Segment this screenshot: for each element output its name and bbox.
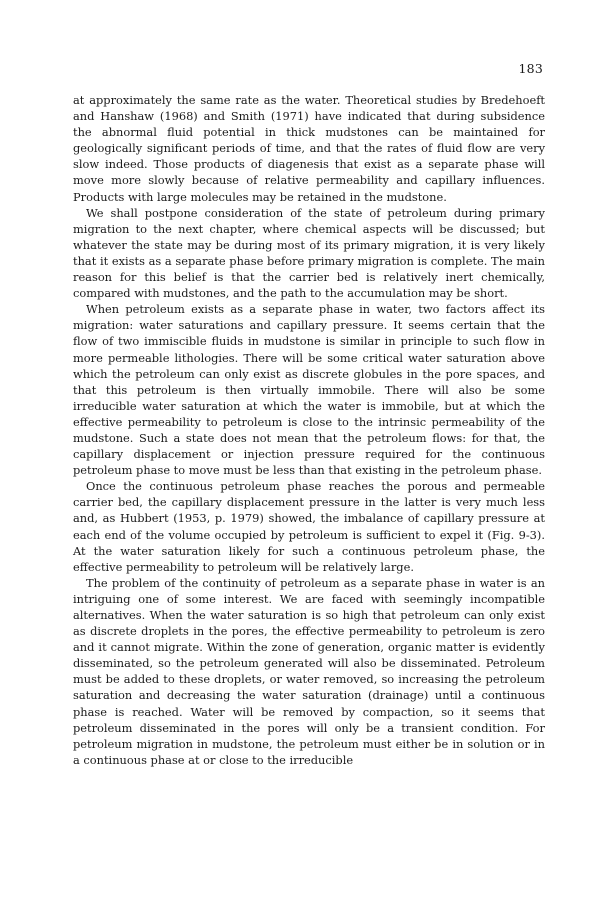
- paragraph-5: The problem of the continuity of petroleum as a separate phase in water is an intriguing one of some interest. We are faced with seemingly incompatible alternatives. When the water saturation is so high that petroleum can only exist as discrete droplets in the pores, the effective permeability to petroleum is zero and it cannot migrate. Within the zone of generation, organic matter is evidently disseminated, so the petroleum generated will also be disseminated. Petroleum must be added to these droplets, or water removed, so increasing the petroleum saturation and decreasing the water saturation (drainage) until a continuous phase is reached. Water will be removed by compaction, so it seems that petroleum disseminated in the pores will only be a transient condition. For petroleum migration in mudstone, the petroleum must either be in solution or in a continuous phase at or close to the irreducible: [73, 575, 545, 767]
- page-number: 183: [518, 61, 543, 76]
- body-text: [73, 92, 545, 768]
- paragraph-2: We shall postpone consideration of the state of petroleum during primary migration to the next chapter, where chemical aspects will be discussed; but whatever the state may be during most of its primary migration, it is very likely that it exists as a separate phase before primary migration is complete. The main reason for this belief is that the carrier bed is relatively inert chemically, compared with mudstones, and the path to the accumulation may be short.: [73, 205, 545, 301]
- paragraph-1: at approximately the same rate as the water. Theoretical studies by Bredehoeft and Hanshaw (1968) and Smith (1971) have indicated that during subsidence the abnormal fluid potential in thick mudstones can be maintained for geologically significant periods of time, and that the rates of fluid flow are very slow indeed. Those products of diagenesis that exist as a separate phase will move more slowly because of relative permeability and capillary influences. Products with large molecules may be retained in the mudstone.: [73, 93, 545, 204]
- paragraph-3: When petroleum exists as a separate phase in water, two factors affect its migration: water saturations and capillary pressure. It seems certain that the flow of two immiscible fluids in mudstone is similar in principle to such flow in more permeable lithologies. There will be some critical water saturation above which the petroleum can only exist as discrete globules in the pore spaces, and that this petroleum is then virtually immobile. There will also be some irreducible water saturation at which the water is immobile, but at which the effective permeability to petroleum is close to the intrinsic permeability of the mudstone. Such a state does not mean that the petroleum flows: for that, the capillary displacement or injection pressure required for the continuous petroleum phase to move must be less than that existing in the petroleum phase.: [73, 302, 545, 478]
- paragraph-4: Once the continuous petroleum phase reaches the porous and permeable carrier bed, the capillary displacement pressure in the latter is very much less and, as Hubbert (1953, p. 1979) showed, the imbalance of capillary pressure at each end of the volume occupied by petroleum is sufficient to expel it (Fig. 9-3). At the water saturation likely for such a continuous petroleum phase, the effective permeability to petroleum will be relatively large.: [73, 479, 545, 574]
